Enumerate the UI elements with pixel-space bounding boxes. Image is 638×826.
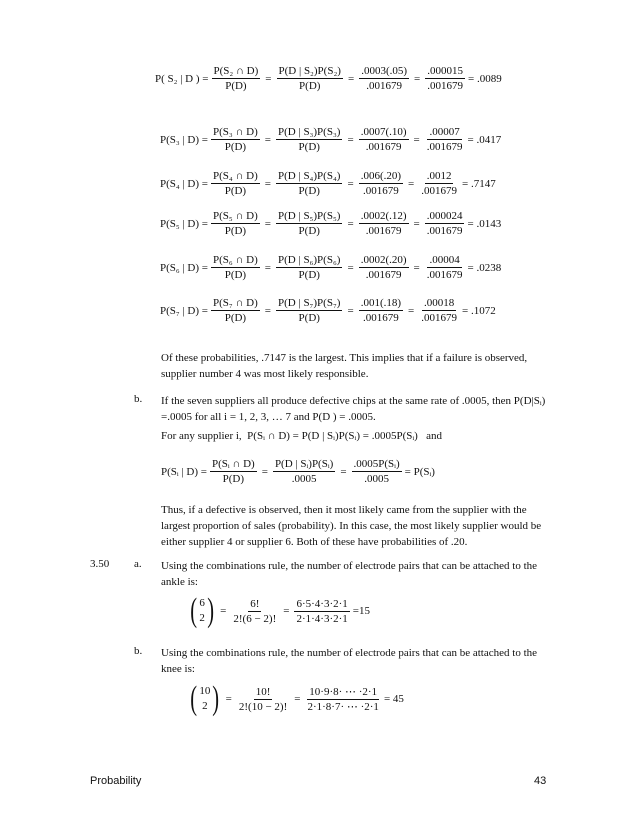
equation-result: = .0238 — [467, 261, 502, 274]
equation-frac: $\frac{\text{P(D | S₅)P(S₅)}}{P(D)}$ — [278, 210, 341, 237]
conclusion-line-2: supplier number 4 was most likely responsible. — [161, 368, 369, 380]
thus-line-3: either supplier 4 or supplier 6. Both of these have probabilities of .20. — [161, 536, 468, 548]
equation-lhs: P( S₂ | D ) = — [155, 72, 209, 85]
bayes-equation: P(S₃ | D) = $\frac{\text{P(S₃ ∩ D)}}{P(D)}$ = $\frac{\text{P(D | S₃)P(S₃)}}{P(D)}$ = $\frac{.0007(.10)}{.001679}$ = $\frac{.00007}{.001679}$ = .0417 — [160, 126, 502, 153]
part-b-line-2: =.0005 for all i = 1, 2, 3, … 7 and P(D ) = .0005. — [161, 411, 376, 423]
knee-combination-equation: ( 10 2 ) = $\frac{10!}{2!(10 - 2)!}$ = $\frac{10\cdot 9\cdot 8\cdot \cdots \cdot 2\cdot 1}{2\cdot 1\cdot 8\cdot 7\cdot \cdots \cdot 2\cdot 1}$ = 45 — [188, 682, 404, 716]
knee-frac-2: $\frac{10\cdot 9\cdot 8\cdot \cdots \cdot 2\cdot 1}{2\cdot 1\cdot 8\cdot 7\cdot \cdots \cdot 2\cdot 1}$ — [307, 685, 379, 713]
equation-frac: $\frac{.006(.20)}{.001679}$ — [360, 170, 402, 197]
equation-frac: $\frac{\text{P(D | S₃)P(S₃)}}{P(D)}$ — [278, 126, 341, 153]
equation-lhs: P(S₆ | D) = — [160, 261, 208, 274]
equation-lhs: P(S₄ | D) = — [160, 177, 208, 190]
equation-frac: $\frac{.0003(.05)}{.001679}$ — [361, 65, 408, 92]
general-bayes-equation: P(Sᵢ | D) = $\frac{\text{P(Sᵢ ∩ D)}}{P(D)}$ = $\frac{\text{P(D | Sᵢ)P(Sᵢ)}}{.0005}$ = $\frac{\text{.0005P(Sᵢ)}}{.0005}$ = P(Sᵢ) — [161, 458, 435, 485]
ankle-combination-equation: ( 6 2 ) = $\frac{6!}{2!(6 - 2)!}$ = $\frac{6\cdot 5\cdot 4\cdot 3\cdot 2\cdot 1}{2\cdot 1\cdot 4\cdot 3\cdot 2\cdot 1}$ =15 — [188, 594, 370, 628]
equation-frac: $\frac{.00018}{.001679}$ — [421, 297, 457, 324]
knee-binomial: ( 10 2 ) — [190, 680, 220, 717]
equation-frac: $\frac{\text{P(D | S₆)P(S₆)}}{P(D)}$ — [278, 254, 341, 281]
equation-frac: $\frac{\text{P(S₃ ∩ D)}}{P(D)}$ — [213, 126, 258, 153]
equation-result: = .0089 — [467, 72, 502, 85]
thus-line-2: largest proportion of sales (probability). In this case, the most likely supplier would be — [161, 520, 542, 532]
equation-lhs: P(S₃ | D) = — [160, 133, 208, 146]
general-frac-2: $\frac{\text{P(D | Sᵢ)P(Sᵢ)}}{.0005}$ — [274, 458, 334, 485]
equation-result: = .0417 — [467, 133, 502, 146]
thus-line-1: Thus, if a defective is observed, then it most likely came from the supplier with the — [161, 504, 527, 516]
equation-frac: $\frac{.0007(.10)}{.001679}$ — [360, 126, 407, 153]
footer-page-number: 43 — [534, 775, 547, 787]
general-frac-3: $\frac{\text{.0005P(Sᵢ)}}{.0005}$ — [353, 458, 400, 485]
conclusion-line-1: Of these probabilities, .7147 is the largest. This implies that if a failure is observed, — [161, 352, 528, 364]
for-any-lead: For any supplier i, — [161, 430, 242, 442]
general-frac-1: $\frac{\text{P(Sᵢ ∩ D)}}{P(D)}$ — [211, 458, 255, 485]
equation-frac: $\frac{.0012}{.001679}$ — [421, 170, 457, 197]
equation-frac: $\frac{.00004}{.001679}$ — [426, 254, 463, 281]
part-a-line-2: ankle is: — [161, 576, 198, 588]
equation-frac: $\frac{.0002(.12)}{.001679}$ — [360, 210, 407, 237]
footer-section-title: Probability — [90, 775, 142, 787]
part-a-paragraph — [161, 558, 537, 590]
equation-frac: $\frac{\text{P(S₇ ∩ D)}}{P(D)}$ — [213, 297, 258, 324]
equation-frac: $\frac{\text{P(D | S₂)P(S₂)}}{P(D)}$ — [278, 65, 341, 92]
problem-number: 3.50 — [90, 558, 110, 570]
equation-lhs: P(S₇ | D) = — [160, 304, 208, 317]
knee-result: = 45 — [383, 693, 404, 705]
general-lhs: P(Sᵢ | D) = — [161, 465, 207, 478]
equation-lhs: P(S₅ | D) = — [160, 217, 208, 230]
equation-frac: $\frac{\text{P(S₄ ∩ D)}}{P(D)}$ — [213, 170, 258, 197]
part-b2-line-1: Using the combinations rule, the number of electrode pairs that can be attached to the — [161, 647, 538, 659]
equation-frac: $\frac{\text{P(D | S₇)P(S₇)}}{P(D)}$ — [278, 297, 341, 324]
equation-frac: $\frac{.000015}{.001679}$ — [427, 65, 463, 92]
conclusion-paragraph — [161, 350, 527, 382]
for-any-supplier-line — [161, 428, 442, 444]
equation-frac: $\frac{.00007}{.001679}$ — [426, 126, 463, 153]
part-a-label: a. — [134, 558, 142, 570]
part-a-line-1: Using the combinations rule, the number of electrode pairs that can be attached to the — [161, 560, 538, 572]
equation-frac: $\frac{.000024}{.001679}$ — [426, 210, 463, 237]
equation-result: = .1072 — [461, 304, 496, 317]
part-b-line-1: If the seven suppliers all produce defective chips at the same rate of .0005, then P(D|Sᵢ) — [161, 395, 546, 407]
ankle-result: =15 — [352, 605, 370, 617]
equation-frac: $\frac{.0002(.20)}{.001679}$ — [360, 254, 407, 281]
thus-paragraph — [161, 502, 541, 550]
general-result: = P(Sᵢ) — [404, 465, 435, 478]
part-b-label: b. — [134, 393, 143, 405]
equation-frac: $\frac{\text{P(S₂ ∩ D)}}{P(D)}$ — [213, 65, 259, 92]
ankle-frac-2: $\frac{6\cdot 5\cdot 4\cdot 3\cdot 2\cdot 1}{2\cdot 1\cdot 4\cdot 3\cdot 2\cdot 1}$ — [296, 597, 348, 625]
for-any-tail: and — [426, 430, 442, 442]
part-b2-paragraph — [161, 645, 537, 677]
equation-result: = .7147 — [461, 177, 496, 190]
part-b-paragraph — [161, 393, 545, 425]
part-b2-label: b. — [134, 645, 143, 657]
knee-frac-1: $\frac{10!}{2!(10 - 2)!}$ — [238, 685, 288, 713]
equation-frac: $\frac{\text{P(D | S₄)P(S₄)}}{P(D)}$ — [278, 170, 341, 197]
bayes-equation: P(S₆ | D) = $\frac{\text{P(S₆ ∩ D)}}{P(D)}$ = $\frac{\text{P(D | S₆)P(S₆)}}{P(D)}$ = $\frac{.0002(.20)}{.001679}$ = $\frac{.00004}{.001679}$ = .0238 — [160, 254, 502, 281]
equation-frac: $\frac{.001(.18)}{.001679}$ — [360, 297, 402, 324]
bayes-equation: P(S₅ | D) = $\frac{\text{P(S₅ ∩ D)}}{P(D)}$ = $\frac{\text{P(D | S₅)P(S₅)}}{P(D)}$ = $\frac{.0002(.12)}{.001679}$ = $\frac{.000024}{.001679}$ = .0143 — [160, 210, 502, 237]
for-any-expression: P(Sᵢ ∩ D) = P(D | Sᵢ)P(Sᵢ) = .0005P(Sᵢ) — [247, 430, 418, 442]
bayes-equation: P(S₄ | D) = $\frac{\text{P(S₄ ∩ D)}}{P(D)}$ = $\frac{\text{P(D | S₄)P(S₄)}}{P(D)}$ = $\frac{.006(.20)}{.001679}$ = $\frac{.0012}{.001679}$ = .7147 — [160, 170, 496, 197]
equation-result: = .0143 — [467, 217, 502, 230]
ankle-frac-1: $\frac{6!}{2!(6 - 2)!}$ — [233, 597, 277, 625]
part-b2-line-2: knee is: — [161, 663, 195, 675]
ankle-binomial: ( 6 2 ) — [190, 592, 214, 629]
bayes-equation: P(S₇ | D) = $\frac{\text{P(S₇ ∩ D)}}{P(D)}$ = $\frac{\text{P(D | S₇)P(S₇)}}{P(D)}$ = $\frac{.001(.18)}{.001679}$ = $\frac{.00018}{.001679}$ = .1072 — [160, 297, 496, 324]
equation-frac: $\frac{\text{P(S₆ ∩ D)}}{P(D)}$ — [213, 254, 258, 281]
bayes-equation: P( S₂ | D ) = $\frac{\text{P(S₂ ∩ D)}}{P(D)}$ = $\frac{\text{P(D | S₂)P(S₂)}}{P(D)}$ = $\frac{.0003(.05)}{.001679}$ = $\frac{.000015}{.001679}$ = .0089 — [155, 65, 502, 92]
equation-frac: $\frac{\text{P(S₅ ∩ D)}}{P(D)}$ — [213, 210, 258, 237]
